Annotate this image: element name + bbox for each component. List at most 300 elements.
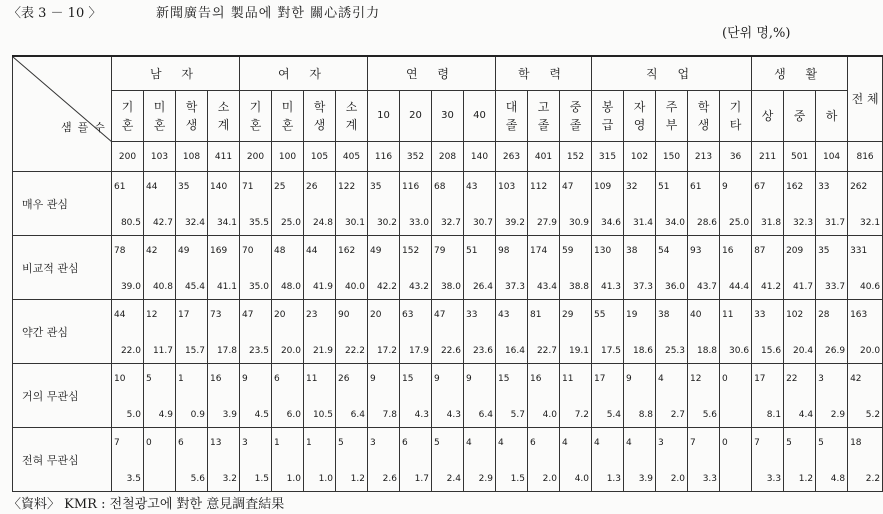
percent-value: 17.9 bbox=[408, 346, 429, 356]
data-cell bbox=[208, 172, 240, 236]
table-title: 新聞廣告의 製品에 對한 關心誘引力 bbox=[156, 6, 381, 21]
percent-value: 25.0 bbox=[280, 218, 301, 228]
percent-value: 35.0 bbox=[248, 282, 269, 292]
percent-value: 34.6 bbox=[600, 218, 622, 228]
data-cell bbox=[496, 172, 528, 236]
table-row bbox=[13, 172, 883, 236]
count-value: 47 bbox=[434, 310, 446, 320]
count-value: 15 bbox=[402, 374, 414, 384]
percent-value: 34.1 bbox=[216, 218, 237, 228]
percent-value: 43.2 bbox=[408, 282, 429, 292]
percent-value: 41.1 bbox=[216, 282, 237, 292]
data-cell bbox=[656, 428, 688, 492]
count-value: 109 bbox=[594, 182, 612, 192]
sample-count-cell: 200 bbox=[112, 142, 144, 172]
data-cell bbox=[368, 300, 400, 364]
data-cell bbox=[624, 236, 656, 300]
count-value: 9 bbox=[434, 374, 440, 384]
count-value: 6 bbox=[274, 374, 280, 384]
count-value: 12 bbox=[690, 374, 702, 384]
count-value: 1 bbox=[274, 438, 280, 448]
data-cell bbox=[208, 428, 240, 492]
count-value: 98 bbox=[498, 246, 510, 256]
count-value: 6 bbox=[178, 438, 184, 448]
data-cell bbox=[592, 236, 624, 300]
percent-value: 1.2 bbox=[798, 474, 814, 484]
percent-value: 28.6 bbox=[696, 218, 718, 228]
count-value: 5 bbox=[786, 438, 792, 448]
count-value: 70 bbox=[242, 246, 254, 256]
percent-value: 2.0 bbox=[542, 474, 557, 484]
percent-value: 8.8 bbox=[638, 410, 654, 420]
count-value: 44 bbox=[146, 182, 158, 192]
count-value: 67 bbox=[754, 182, 766, 192]
count-value: 9 bbox=[626, 374, 632, 384]
data-cell bbox=[208, 300, 240, 364]
data-cell bbox=[752, 364, 784, 428]
percent-value: 38.0 bbox=[440, 282, 461, 292]
data-cell bbox=[752, 300, 784, 364]
percent-value: 36.0 bbox=[664, 282, 686, 292]
table-row bbox=[13, 428, 883, 492]
percent-value: 2.9 bbox=[478, 474, 493, 484]
count-value: 116 bbox=[402, 182, 420, 192]
count-value: 43 bbox=[466, 182, 478, 192]
percent-value: 40.6 bbox=[860, 282, 881, 292]
percent-value: 41.7 bbox=[793, 282, 814, 292]
percent-value: 17.8 bbox=[216, 346, 237, 356]
percent-value: 18.8 bbox=[696, 346, 718, 356]
data-cell bbox=[144, 428, 176, 492]
percent-value: 30.6 bbox=[729, 346, 750, 356]
percent-value: 1.2 bbox=[350, 474, 365, 484]
data-cell bbox=[144, 364, 176, 428]
count-value: 1 bbox=[178, 374, 184, 384]
sample-count-cell: 36 bbox=[720, 142, 752, 172]
data-cell bbox=[336, 236, 368, 300]
percent-value: 3.3 bbox=[702, 474, 718, 484]
percent-value: 41.2 bbox=[761, 282, 782, 292]
percent-value: 0.9 bbox=[190, 410, 205, 420]
percent-value: 35.5 bbox=[248, 218, 269, 228]
data-cell bbox=[720, 172, 752, 236]
count-value: 4 bbox=[658, 374, 664, 384]
percent-value: 7.8 bbox=[382, 410, 397, 420]
percent-value: 38.8 bbox=[568, 282, 590, 292]
percent-value: 3.5 bbox=[126, 474, 141, 484]
count-value: 73 bbox=[210, 310, 222, 320]
subgroup-header: 고 졸 bbox=[528, 91, 560, 142]
count-value: 55 bbox=[594, 310, 606, 320]
data-cell bbox=[560, 236, 592, 300]
count-value: 26 bbox=[306, 182, 318, 192]
data-cell bbox=[688, 172, 720, 236]
count-value: 15 bbox=[498, 374, 510, 384]
count-value: 112 bbox=[530, 182, 548, 192]
count-value: 38 bbox=[658, 310, 670, 320]
count-value: 1 bbox=[306, 438, 312, 448]
percent-value: 4.3 bbox=[414, 410, 429, 420]
sample-count-cell: 211 bbox=[752, 142, 784, 172]
count-value: 3 bbox=[818, 374, 824, 384]
count-value: 38 bbox=[626, 246, 638, 256]
data-cell bbox=[272, 236, 304, 300]
count-value: 42 bbox=[146, 246, 158, 256]
data-cell bbox=[624, 428, 656, 492]
count-value: 169 bbox=[210, 246, 228, 256]
percent-value: 10.5 bbox=[312, 410, 333, 420]
data-cell bbox=[464, 236, 496, 300]
percent-value: 4.8 bbox=[830, 474, 846, 484]
percent-value: 6.4 bbox=[350, 410, 365, 420]
data-cell bbox=[528, 172, 560, 236]
data-cell bbox=[304, 236, 336, 300]
data-cell bbox=[112, 172, 144, 236]
percent-value: 19.1 bbox=[568, 346, 590, 356]
count-value: 35 bbox=[370, 182, 382, 192]
percent-value: 24.8 bbox=[312, 218, 333, 228]
percent-value: 15.6 bbox=[761, 346, 782, 356]
percent-value: 37.3 bbox=[504, 282, 525, 292]
sample-count-cell: 108 bbox=[176, 142, 208, 172]
subgroup-header: 소 계 bbox=[336, 91, 368, 142]
data-cell bbox=[592, 172, 624, 236]
percent-value: 80.5 bbox=[120, 218, 141, 228]
data-cell bbox=[272, 428, 304, 492]
data-cell bbox=[400, 428, 432, 492]
count-value: 87 bbox=[754, 246, 766, 256]
percent-value: 30.7 bbox=[472, 218, 493, 228]
source-note: 〈資料〉 KMR : 전철광고에 對한 意見調査結果 bbox=[8, 497, 285, 512]
group-header: 여 자 bbox=[240, 56, 368, 91]
table-row bbox=[13, 300, 883, 364]
sample-count-cell: 200 bbox=[240, 142, 272, 172]
data-cell bbox=[816, 428, 848, 492]
percent-value: 5.7 bbox=[510, 410, 525, 420]
data-cell bbox=[624, 172, 656, 236]
subgroup-header: 미 혼 bbox=[144, 91, 176, 142]
data-cell bbox=[432, 428, 464, 492]
percent-value: 30.9 bbox=[568, 218, 590, 228]
data-cell bbox=[816, 364, 848, 428]
count-value: 28 bbox=[818, 310, 830, 320]
percent-value: 43.4 bbox=[536, 282, 557, 292]
count-value: 102 bbox=[786, 310, 804, 320]
percent-value: 1.3 bbox=[606, 474, 622, 484]
percent-value: 4.0 bbox=[574, 474, 590, 484]
group-header: 연 령 bbox=[368, 56, 496, 91]
count-value: 33 bbox=[818, 182, 830, 192]
data-cell bbox=[848, 428, 883, 492]
data-cell bbox=[560, 300, 592, 364]
data-cell bbox=[272, 300, 304, 364]
data-cell bbox=[368, 172, 400, 236]
data-cell bbox=[400, 300, 432, 364]
sample-count-cell: 140 bbox=[464, 142, 496, 172]
percent-value: 41.3 bbox=[600, 282, 622, 292]
percent-value: 2.9 bbox=[830, 410, 846, 420]
data-cell bbox=[752, 172, 784, 236]
subgroup-header: 중 bbox=[784, 91, 816, 142]
unit-note: (단위 명,%) bbox=[722, 26, 791, 41]
data-cell bbox=[656, 364, 688, 428]
data-cell bbox=[528, 300, 560, 364]
data-cell bbox=[176, 172, 208, 236]
percent-value: 4.4 bbox=[798, 410, 814, 420]
percent-value: 1.5 bbox=[254, 474, 269, 484]
data-cell bbox=[464, 428, 496, 492]
data-cell bbox=[304, 300, 336, 364]
data-cell bbox=[848, 364, 883, 428]
percent-value: 23.6 bbox=[472, 346, 493, 356]
data-cell bbox=[272, 364, 304, 428]
percent-value: 41.9 bbox=[312, 282, 333, 292]
data-cell bbox=[784, 364, 816, 428]
sample-count-cell: 411 bbox=[208, 142, 240, 172]
row-label: 거의 무관심 bbox=[13, 364, 112, 428]
data-cell bbox=[144, 236, 176, 300]
count-value: 40 bbox=[690, 310, 702, 320]
table-body bbox=[13, 172, 883, 492]
data-cell bbox=[240, 236, 272, 300]
data-cell bbox=[752, 236, 784, 300]
count-value: 51 bbox=[658, 182, 670, 192]
count-value: 5 bbox=[434, 438, 440, 448]
data-cell bbox=[720, 428, 752, 492]
count-value: 11 bbox=[722, 310, 734, 320]
percent-value: 1.5 bbox=[510, 474, 525, 484]
subgroup-header: 학 생 bbox=[688, 91, 720, 142]
count-value: 9 bbox=[370, 374, 376, 384]
percent-value: 26.9 bbox=[825, 346, 846, 356]
count-value: 44 bbox=[114, 310, 126, 320]
percent-value: 4.3 bbox=[446, 410, 461, 420]
count-value: 22 bbox=[786, 374, 798, 384]
count-value: 5 bbox=[338, 438, 344, 448]
data-cell bbox=[720, 236, 752, 300]
sample-count-cell: 208 bbox=[432, 142, 464, 172]
percent-value: 5.4 bbox=[606, 410, 622, 420]
percent-value: 42.7 bbox=[152, 218, 173, 228]
percent-value: 5.6 bbox=[190, 474, 205, 484]
subgroup-header: 기 혼 bbox=[240, 91, 272, 142]
count-value: 49 bbox=[178, 246, 190, 256]
data-cell bbox=[432, 172, 464, 236]
count-value: 17 bbox=[178, 310, 190, 320]
row-label: 전혀 무관심 bbox=[13, 428, 112, 492]
count-value: 33 bbox=[466, 310, 478, 320]
data-cell bbox=[336, 300, 368, 364]
count-value: 3 bbox=[658, 438, 664, 448]
percent-value: 25.0 bbox=[729, 218, 750, 228]
count-value: 20 bbox=[274, 310, 286, 320]
group-header: 남 자 bbox=[112, 56, 240, 91]
count-value: 44 bbox=[306, 246, 318, 256]
percent-value: 26.4 bbox=[472, 282, 493, 292]
sample-count-cell: 213 bbox=[688, 142, 720, 172]
count-value: 174 bbox=[530, 246, 548, 256]
subgroup-header: 10 bbox=[368, 91, 400, 142]
data-cell bbox=[144, 300, 176, 364]
count-value: 6 bbox=[402, 438, 408, 448]
count-value: 7 bbox=[114, 438, 120, 448]
percent-value: 6.0 bbox=[286, 410, 301, 420]
count-value: 0 bbox=[722, 438, 728, 448]
data-cell bbox=[240, 428, 272, 492]
percent-value: 4.9 bbox=[158, 410, 173, 420]
count-value: 140 bbox=[210, 182, 228, 192]
percent-value: 44.4 bbox=[729, 282, 750, 292]
percent-value: 40.8 bbox=[152, 282, 173, 292]
count-value: 17 bbox=[594, 374, 606, 384]
percent-value: 2.6 bbox=[382, 474, 397, 484]
data-cell bbox=[816, 172, 848, 236]
data-cell bbox=[848, 300, 883, 364]
sample-count-cell: 501 bbox=[784, 142, 816, 172]
count-value: 3 bbox=[370, 438, 376, 448]
percent-value: 20.4 bbox=[793, 346, 814, 356]
table-number: 〈表 3 － 10 〉 bbox=[8, 6, 102, 21]
subgroup-header-row bbox=[13, 91, 883, 142]
count-value: 4 bbox=[626, 438, 632, 448]
row-label: 매우 관심 bbox=[13, 172, 112, 236]
count-value: 68 bbox=[434, 182, 446, 192]
percent-value: 34.0 bbox=[664, 218, 686, 228]
percent-value: 3.9 bbox=[638, 474, 654, 484]
percent-value: 18.6 bbox=[632, 346, 654, 356]
subgroup-header: 20 bbox=[400, 91, 432, 142]
data-cell bbox=[784, 236, 816, 300]
data-cell bbox=[496, 428, 528, 492]
count-value: 5 bbox=[818, 438, 824, 448]
sample-count-cell: 150 bbox=[656, 142, 688, 172]
data-cell bbox=[528, 428, 560, 492]
subgroup-header: 하 bbox=[816, 91, 848, 142]
count-value: 78 bbox=[114, 246, 126, 256]
percent-value: 3.3 bbox=[766, 474, 782, 484]
data-cell bbox=[592, 364, 624, 428]
percent-value: 32.3 bbox=[793, 218, 814, 228]
data-cell bbox=[784, 428, 816, 492]
data-cell bbox=[432, 364, 464, 428]
group-header: 전 체 bbox=[848, 56, 883, 142]
count-value: 35 bbox=[178, 182, 190, 192]
sample-count-label-cell bbox=[13, 142, 112, 172]
count-value: 4 bbox=[594, 438, 600, 448]
sample-count-cell: 102 bbox=[624, 142, 656, 172]
group-header: 생 활 bbox=[752, 56, 848, 91]
percent-value: 22.2 bbox=[344, 346, 365, 356]
count-value: 122 bbox=[338, 182, 356, 192]
data-cell bbox=[272, 172, 304, 236]
count-value: 61 bbox=[114, 182, 126, 192]
count-value: 6 bbox=[530, 438, 536, 448]
count-value: 93 bbox=[690, 246, 702, 256]
data-cell bbox=[400, 172, 432, 236]
data-cell bbox=[560, 172, 592, 236]
count-value: 130 bbox=[594, 246, 612, 256]
percent-value: 48.0 bbox=[280, 282, 301, 292]
data-cell bbox=[336, 172, 368, 236]
percent-value: 33.7 bbox=[825, 282, 846, 292]
subgroup-header: 대 졸 bbox=[496, 91, 528, 142]
percent-value: 2.0 bbox=[670, 474, 686, 484]
count-value: 162 bbox=[338, 246, 356, 256]
data-cell bbox=[560, 428, 592, 492]
percent-value: 22.6 bbox=[440, 346, 461, 356]
count-value: 51 bbox=[466, 246, 478, 256]
data-cell bbox=[368, 428, 400, 492]
percent-value: 42.2 bbox=[376, 282, 397, 292]
count-value: 42 bbox=[850, 374, 862, 384]
percent-value: 30.2 bbox=[376, 218, 397, 228]
percent-value: 2.7 bbox=[670, 410, 686, 420]
count-value: 79 bbox=[434, 246, 446, 256]
data-cell bbox=[112, 428, 144, 492]
count-value: 152 bbox=[402, 246, 420, 256]
count-value: 20 bbox=[370, 310, 382, 320]
data-cell bbox=[208, 236, 240, 300]
data-cell bbox=[624, 364, 656, 428]
count-value: 12 bbox=[146, 310, 158, 320]
percent-value: 21.9 bbox=[312, 346, 333, 356]
count-value: 11 bbox=[306, 374, 318, 384]
percent-value: 1.0 bbox=[286, 474, 301, 484]
sample-count-cell: 263 bbox=[496, 142, 528, 172]
corner-label: 샘플수 bbox=[61, 121, 111, 134]
data-table bbox=[12, 55, 883, 492]
data-cell bbox=[112, 364, 144, 428]
data-cell bbox=[464, 172, 496, 236]
percent-value: 11.7 bbox=[152, 346, 173, 356]
data-cell bbox=[688, 364, 720, 428]
data-cell bbox=[304, 428, 336, 492]
count-value: 4 bbox=[562, 438, 568, 448]
data-cell bbox=[528, 236, 560, 300]
percent-value: 40.0 bbox=[344, 282, 365, 292]
data-cell bbox=[208, 364, 240, 428]
count-value: 16 bbox=[722, 246, 734, 256]
data-cell bbox=[528, 364, 560, 428]
subgroup-header: 기 타 bbox=[720, 91, 752, 142]
group-header: 학 력 bbox=[496, 56, 592, 91]
data-cell bbox=[368, 236, 400, 300]
subgroup-header: 자 영 bbox=[624, 91, 656, 142]
count-value: 209 bbox=[786, 246, 804, 256]
data-cell bbox=[112, 300, 144, 364]
data-cell bbox=[304, 172, 336, 236]
subgroup-header: 주 부 bbox=[656, 91, 688, 142]
count-value: 54 bbox=[658, 246, 670, 256]
data-cell bbox=[592, 300, 624, 364]
count-value: 162 bbox=[786, 182, 804, 192]
data-cell bbox=[688, 428, 720, 492]
count-value: 4 bbox=[498, 438, 504, 448]
subgroup-header: 소 계 bbox=[208, 91, 240, 142]
count-value: 18 bbox=[850, 438, 862, 448]
data-cell bbox=[176, 300, 208, 364]
percent-value: 32.7 bbox=[440, 218, 461, 228]
subgroup-header: 학 생 bbox=[304, 91, 336, 142]
count-value: 3 bbox=[242, 438, 248, 448]
percent-value: 20.0 bbox=[280, 346, 301, 356]
data-cell bbox=[400, 364, 432, 428]
percent-value: 8.1 bbox=[766, 410, 782, 420]
data-cell bbox=[176, 236, 208, 300]
row-label: 약간 관심 bbox=[13, 300, 112, 364]
percent-value: 30.1 bbox=[344, 218, 365, 228]
count-value: 90 bbox=[338, 310, 350, 320]
